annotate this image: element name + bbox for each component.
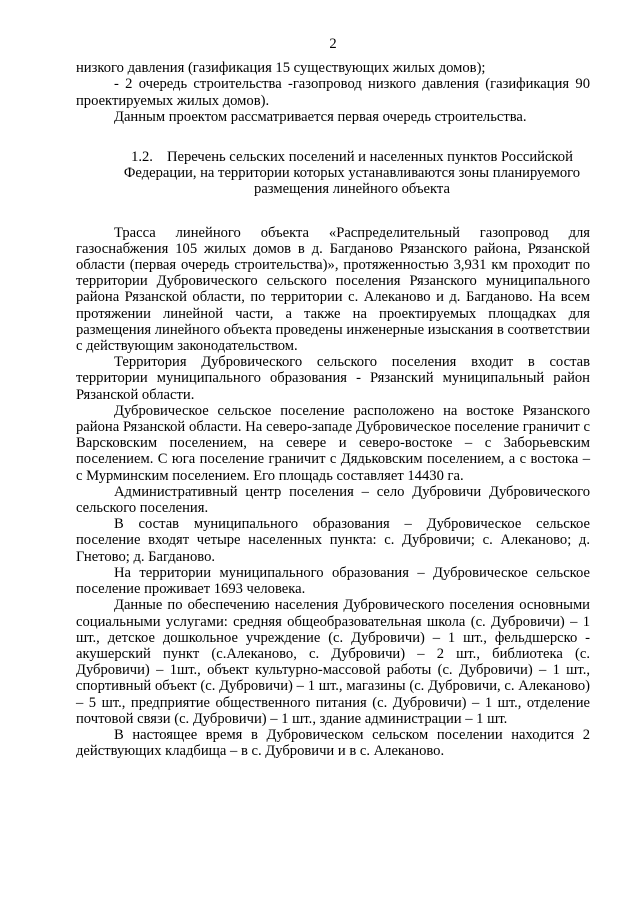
section-heading	[76, 149, 590, 198]
intro-paragraph-2: - 2 очередь строительства -газопровод низкого давления (газификация 90 проектируемых жилых домов).	[76, 76, 590, 109]
intro-paragraph-3: Данным проектом рассматривается первая очередь строительства.	[114, 108, 527, 125]
paragraph-territory: Территория Дубровического сельского поселения входит в состав территории муниципального образования - Рязанский муниципальный район Рязанской области.	[76, 354, 590, 403]
intro-paragraph-1: низкого давления (газификация 15 существующих жилых домов);	[76, 60, 486, 77]
document-page	[76, 36, 590, 759]
paragraph-cemeteries: В настоящее время в Дубровическом сельском поселении находится 2 действующих кладбища – в с. Дубровичи и в с. Алеканово.	[76, 726, 590, 760]
paragraph-location: Дубровическое сельское поселение расположено на востоке Рязанского района Рязанской области. На северо-западе Дубровическое поселение граничит с Варсковским поселением, на севере и северо-востоке – с Заборьевским поселением. С юга поселение граничит с Дядьковским поселением, а с востока – с Мурминским поселением. Его площадь составляет 14430 га.	[76, 402, 590, 484]
paragraph-social-services: Данные по обеспечению населения Дубровического поселения основными социальными услугами: средняя общеобразовательная школа (с. Дубровичи) – 1 шт., детское дошкольное учреждение (с. Дубровичи) – 1 шт., фельдшерско - акушерский пункт (с.Алеканово, с. Дубровичи) – 2 шт., библиотека (с. Дубровичи) – 1шт., объект культурно-массовой работы (с. Дубровичи) – 1 шт., спортивный объект (с. Дубровичи) – 1 шт., магазины (с. Дубровичи, с. Алеканово) – 5 шт., предприятие общественного питания (с. Дубровичи) – 1 шт., отделение почтовой связи (с. Дубровичи) – 1 шт., здание администрации – 1 шт.	[76, 597, 590, 727]
section-title-line-1: Перечень сельских поселений и населенных пунктов Российской	[166, 149, 573, 166]
paragraph-settlements: В состав муниципального образования – Дубровическое сельское поселение входят четыре населенных пункта: с. Дубровичи; с. Алеканово; д. Гнетово; д. Багданово.	[76, 516, 590, 565]
paragraph-route: Трасса линейного объекта «Распределительный газопровод для газоснабжения 105 жилых домов в д. Багданово Рязанского района, Рязанской области (первая очередь строительства)», протяженностью 3,931 км проходит по территории Дубровического сельского поселения Рязанского муниципального района Рязанской области, по территории с. Алеканово и д. Багданово. На всем протяжении линейной части, а также на проектируемых площадках для размещения линейного объекта проведены инженерные изыскания в соответствии с действующим законодательством.	[76, 224, 590, 355]
section-number: 1.2.	[131, 149, 153, 166]
paragraph-population: На территории муниципального образования – Дубровическое сельское поселение проживает 1693 человека.	[76, 564, 590, 598]
section-heading-line-1	[114, 149, 590, 165]
paragraph-admin-center: Административный центр поселения – село Дубровичи Дубровического сельского поселения.	[76, 483, 590, 517]
page-number: 2	[329, 36, 337, 52]
section-title-line-3: размещения линейного объекта	[254, 181, 450, 198]
section-title-line-2: Федерации, на территории которых устанавливаются зоны планируемого	[123, 165, 581, 182]
